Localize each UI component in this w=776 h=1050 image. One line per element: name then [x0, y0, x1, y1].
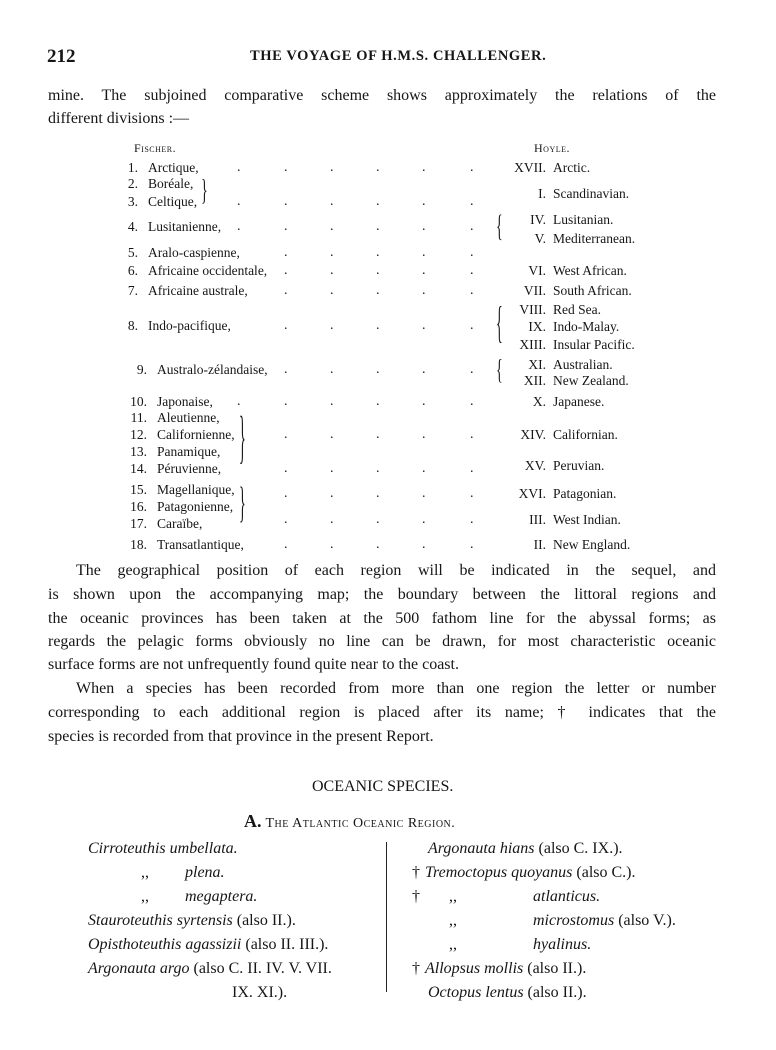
- fischer-name: Boréale,: [148, 176, 194, 191]
- region-note: (also II.).: [527, 984, 587, 1001]
- fischer-name: Indo-pacifique,: [148, 318, 231, 333]
- leader-dot: .: [470, 394, 474, 409]
- hoyle-number: XV.: [524, 458, 546, 473]
- leader-dot: .: [422, 362, 426, 377]
- species-name: mollis: [484, 960, 524, 977]
- leader-dot: .: [470, 219, 474, 234]
- brace-mark: }: [239, 410, 246, 473]
- leader-dot: .: [330, 512, 334, 527]
- dagger-mark: †: [412, 864, 420, 881]
- brace-mark: {: [496, 357, 503, 387]
- leader-dot: .: [284, 362, 288, 377]
- column-divider: [386, 842, 387, 992]
- leader-dot: .: [284, 537, 288, 552]
- leader-dot: .: [422, 512, 426, 527]
- species-entry: [88, 911, 296, 931]
- leader-dot: .: [422, 283, 426, 298]
- paragraph-line: regards the pelagic forms obviously no line can be drawn, for most characteristic oceanic: [48, 633, 716, 650]
- leader-dot: .: [284, 427, 288, 442]
- leader-dot: .: [284, 194, 288, 209]
- leader-dot: .: [284, 245, 288, 260]
- species-entry: [88, 959, 332, 979]
- leader-dot: .: [237, 194, 241, 209]
- species-entry: [425, 935, 591, 955]
- region-note: (also C.).: [576, 864, 636, 881]
- leader-dot: .: [376, 219, 380, 234]
- fischer-number: 10.: [130, 394, 147, 409]
- paragraph-line: the oceanic provinces has been taken at the 500 fathom line for the abyssal forms; as: [48, 610, 716, 627]
- leader-dot: .: [470, 427, 474, 442]
- leader-dot: .: [237, 160, 241, 175]
- paragraph-line: The geographical position of each region will be indicated in the sequel, and: [76, 562, 716, 579]
- fischer-number: 8.: [127, 318, 138, 333]
- leader-dot: .: [284, 263, 288, 278]
- species-name: microstomus: [533, 912, 615, 929]
- fischer-name: Magellanique,: [157, 482, 235, 497]
- fischer-number: 7.: [127, 283, 138, 298]
- species-entry: [232, 983, 287, 1003]
- hoyle-name: New Zealand.: [553, 373, 629, 388]
- brace-mark: }: [201, 176, 208, 208]
- genus-name: Opisthoteuthis: [88, 936, 182, 953]
- leader-dot: .: [470, 245, 474, 260]
- fischer-name: Japonaise,: [157, 394, 213, 409]
- leader-dot: .: [284, 318, 288, 333]
- species-name: argo: [159, 960, 190, 977]
- subsection-letter: A.: [244, 811, 262, 831]
- hoyle-name: Californian.: [553, 427, 618, 442]
- species-name: agassizii: [185, 936, 242, 953]
- hoyle-number: XI.: [528, 357, 546, 372]
- paragraph-line: corresponding to each additional region is placed after its name; † indicates that the: [48, 704, 716, 721]
- hoyle-name: Red Sea.: [553, 302, 601, 317]
- fischer-name: Lusitanienne,: [148, 219, 222, 234]
- region-note: (also C. IX.).: [538, 840, 623, 857]
- leader-dot: .: [376, 427, 380, 442]
- paragraph-line: When a species has been recorded from more than one region the letter or number: [76, 680, 716, 697]
- leader-dot: .: [470, 160, 474, 175]
- hoyle-name: Australian.: [553, 357, 613, 372]
- intro-line: different divisions :—: [48, 110, 190, 127]
- genus-name: ,,: [141, 864, 149, 881]
- leader-dot: .: [422, 263, 426, 278]
- leader-dot: .: [330, 219, 334, 234]
- hoyle-number: IV.: [530, 212, 546, 227]
- fischer-name: Panamique,: [157, 444, 221, 459]
- fischer-number: 5.: [127, 245, 138, 260]
- hoyle-name: Peruvian.: [553, 458, 605, 473]
- dagger-mark: †: [412, 960, 420, 977]
- species-entry: [412, 887, 601, 907]
- leader-dot: .: [284, 461, 288, 476]
- hoyle-number: V.: [534, 231, 546, 246]
- hoyle-number: XVI.: [518, 486, 546, 501]
- leader-dot: .: [330, 194, 334, 209]
- intro-line: mine. The subjoined comparative scheme shows approximately the relations of the: [48, 87, 716, 104]
- hoyle-number: VIII.: [519, 302, 546, 317]
- leader-dot: .: [330, 486, 334, 501]
- hoyle-name: Lusitanian.: [553, 212, 614, 227]
- leader-dot: .: [284, 160, 288, 175]
- hoyle-name: West African.: [553, 263, 627, 278]
- page-number: 212: [47, 46, 76, 67]
- leader-dot: .: [422, 486, 426, 501]
- leader-dot: .: [422, 394, 426, 409]
- paragraph-line: species is recorded from that province in the present Report.: [48, 728, 434, 745]
- leader-dot: .: [376, 394, 380, 409]
- hoyle-name: South African.: [553, 283, 632, 298]
- leader-dot: .: [330, 362, 334, 377]
- genus-name: Allopsus: [425, 960, 481, 977]
- dagger-mark: †: [412, 888, 420, 905]
- brace-mark: }: [239, 482, 246, 529]
- section-title: OCEANIC SPECIES.: [312, 778, 454, 795]
- species-name: quoyanus: [511, 864, 573, 881]
- species-name: plena.: [185, 864, 225, 881]
- leader-dot: .: [284, 512, 288, 527]
- species-entry: [412, 959, 587, 979]
- genus-name: Argonauta: [428, 840, 496, 857]
- leader-dot: .: [376, 318, 380, 333]
- fischer-number: 2.: [127, 176, 138, 191]
- fischer-name: Patagonienne,: [157, 499, 234, 514]
- fischer-name: Transatlantique,: [157, 537, 244, 552]
- region-note: (also II.).: [527, 960, 587, 977]
- hoyle-name: Mediterranean.: [553, 231, 636, 246]
- leader-dot: .: [422, 194, 426, 209]
- genus-name: ,,: [449, 936, 457, 953]
- leader-dot: .: [284, 394, 288, 409]
- fischer-number: 14.: [130, 461, 147, 476]
- fischer-name: Africaine occidentale,: [148, 263, 268, 278]
- fischer-number: 9.: [136, 362, 147, 377]
- fischer-number: 4.: [127, 219, 138, 234]
- fischer-number: 18.: [130, 537, 147, 552]
- leader-dot: .: [470, 537, 474, 552]
- leader-dot: .: [376, 160, 380, 175]
- leader-dot: .: [376, 263, 380, 278]
- leader-dot: .: [376, 362, 380, 377]
- hoyle-number: II.: [533, 537, 546, 552]
- leader-dot: .: [376, 537, 380, 552]
- genus-name: Stauroteuthis: [88, 912, 173, 929]
- leader-dot: .: [470, 512, 474, 527]
- genus-name: ,,: [449, 888, 457, 905]
- leader-dot: .: [422, 537, 426, 552]
- leader-dot: .: [422, 461, 426, 476]
- fischer-name: Arctique,: [148, 160, 199, 175]
- leader-dot: .: [376, 461, 380, 476]
- fischer-number: 6.: [127, 263, 138, 278]
- fischer-name: Aralo-caspienne,: [148, 245, 240, 260]
- species-name: hyalinus.: [533, 936, 592, 953]
- genus-name: ,,: [449, 912, 457, 929]
- species-name: atlanticus.: [533, 888, 601, 905]
- leader-dot: .: [470, 194, 474, 209]
- hoyle-number: VI.: [528, 263, 546, 278]
- region-note: (also II. III.).: [245, 936, 329, 953]
- leader-dot: .: [470, 486, 474, 501]
- leader-dot: .: [330, 263, 334, 278]
- leader-dot: .: [422, 427, 426, 442]
- leader-dot: .: [284, 219, 288, 234]
- hoyle-name: Scandinavian.: [553, 186, 630, 201]
- species-entry: [117, 887, 257, 907]
- paragraph-line: is shown upon the accompanying map; the boundary between the littoral regions and: [48, 586, 716, 603]
- hoyle-number: I.: [538, 186, 546, 201]
- species-name: umbellata.: [169, 840, 238, 857]
- leader-dot: .: [330, 245, 334, 260]
- species-name: megaptera.: [185, 888, 258, 905]
- species-entry: [428, 983, 587, 1003]
- brace-mark: {: [496, 302, 503, 350]
- hoyle-name: Indo-Malay.: [553, 319, 620, 334]
- leader-dot: .: [284, 486, 288, 501]
- hoyle-number: XIII.: [519, 337, 546, 352]
- hoyle-number: XII.: [523, 373, 546, 388]
- hoyle-name: West Indian.: [553, 512, 621, 527]
- hoyle-name: New England.: [553, 537, 631, 552]
- species-name: hians: [499, 840, 535, 857]
- leader-dot: .: [330, 461, 334, 476]
- species-entry: [88, 839, 238, 859]
- fischer-number: 16.: [130, 499, 147, 514]
- fischer-number: 13.: [130, 444, 147, 459]
- genus-name: ,,: [141, 888, 149, 905]
- leader-dot: .: [237, 394, 241, 409]
- species-entry: [428, 839, 623, 859]
- leader-dot: .: [422, 219, 426, 234]
- hoyle-number: X.: [532, 394, 546, 409]
- leader-dot: .: [330, 427, 334, 442]
- fischer-number: 3.: [127, 194, 138, 209]
- running-title: THE VOYAGE OF H.M.S. CHALLENGER.: [250, 48, 547, 64]
- leader-dot: .: [237, 219, 241, 234]
- hoyle-number: XVII.: [514, 160, 546, 175]
- leader-dot: .: [422, 160, 426, 175]
- species-entry: [117, 863, 225, 883]
- leader-dot: .: [376, 283, 380, 298]
- fischer-heading: Fischer.: [134, 141, 177, 155]
- species-name: syrtensis: [176, 912, 233, 929]
- hoyle-number: XIV.: [520, 427, 546, 442]
- hoyle-name: Insular Pacific.: [553, 337, 635, 352]
- leader-dot: .: [330, 394, 334, 409]
- paragraph-line: surface forms are not unfrequently found quite near to the coast.: [48, 656, 459, 673]
- species-entry: [425, 911, 676, 931]
- hoyle-number: VII.: [523, 283, 546, 298]
- fischer-number: 17.: [130, 516, 147, 531]
- fischer-name: Celtique,: [148, 194, 198, 209]
- brace-mark: {: [496, 212, 503, 245]
- region-note: (also II.).: [236, 912, 296, 929]
- leader-dot: .: [376, 245, 380, 260]
- leader-dot: .: [422, 245, 426, 260]
- fischer-name: Californienne,: [157, 427, 235, 442]
- leader-dot: .: [422, 318, 426, 333]
- hoyle-number: IX.: [528, 319, 546, 334]
- leader-dot: .: [284, 283, 288, 298]
- leader-dot: .: [330, 537, 334, 552]
- fischer-name: Africaine australe,: [148, 283, 248, 298]
- genus-name: Octopus: [428, 984, 482, 1001]
- fischer-number: 15.: [130, 482, 147, 497]
- region-note: (also V.).: [618, 912, 676, 929]
- genus-name: Cirroteuthis: [88, 840, 166, 857]
- leader-dot: .: [330, 283, 334, 298]
- region-note: (also C. II. IV. V. VII.: [193, 960, 332, 977]
- region-note: IX. XI.).: [232, 984, 288, 1001]
- leader-dot: .: [330, 160, 334, 175]
- subsection-name: The Atlantic Oceanic Region.: [265, 816, 456, 831]
- subsection-title: [244, 811, 455, 832]
- hoyle-name: Arctic.: [553, 160, 591, 175]
- genus-name: Argonauta: [88, 960, 156, 977]
- hoyle-name: Japanese.: [553, 394, 605, 409]
- genus-name: Tremoctopus: [425, 864, 508, 881]
- leader-dot: .: [470, 318, 474, 333]
- species-entry: [88, 935, 328, 955]
- leader-dot: .: [330, 318, 334, 333]
- hoyle-heading: Hoyle.: [534, 141, 570, 155]
- species-name: lentus: [485, 984, 524, 1001]
- hoyle-name: Patagonian.: [553, 486, 617, 501]
- species-entry: [412, 863, 636, 883]
- leader-dot: .: [376, 194, 380, 209]
- leader-dot: .: [470, 362, 474, 377]
- hoyle-number: III.: [529, 512, 546, 527]
- fischer-name: Caraïbe,: [157, 516, 203, 531]
- leader-dot: .: [470, 461, 474, 476]
- leader-dot: .: [470, 283, 474, 298]
- fischer-number: 11.: [130, 410, 147, 425]
- fischer-number: 1.: [127, 160, 138, 175]
- fischer-name: Péruvienne,: [157, 461, 222, 476]
- leader-dot: .: [470, 263, 474, 278]
- leader-dot: .: [376, 486, 380, 501]
- fischer-name: Aleutienne,: [157, 410, 220, 425]
- leader-dot: .: [376, 512, 380, 527]
- fischer-number: 12.: [130, 427, 147, 442]
- fischer-name: Australo-zélandaise,: [157, 362, 268, 377]
